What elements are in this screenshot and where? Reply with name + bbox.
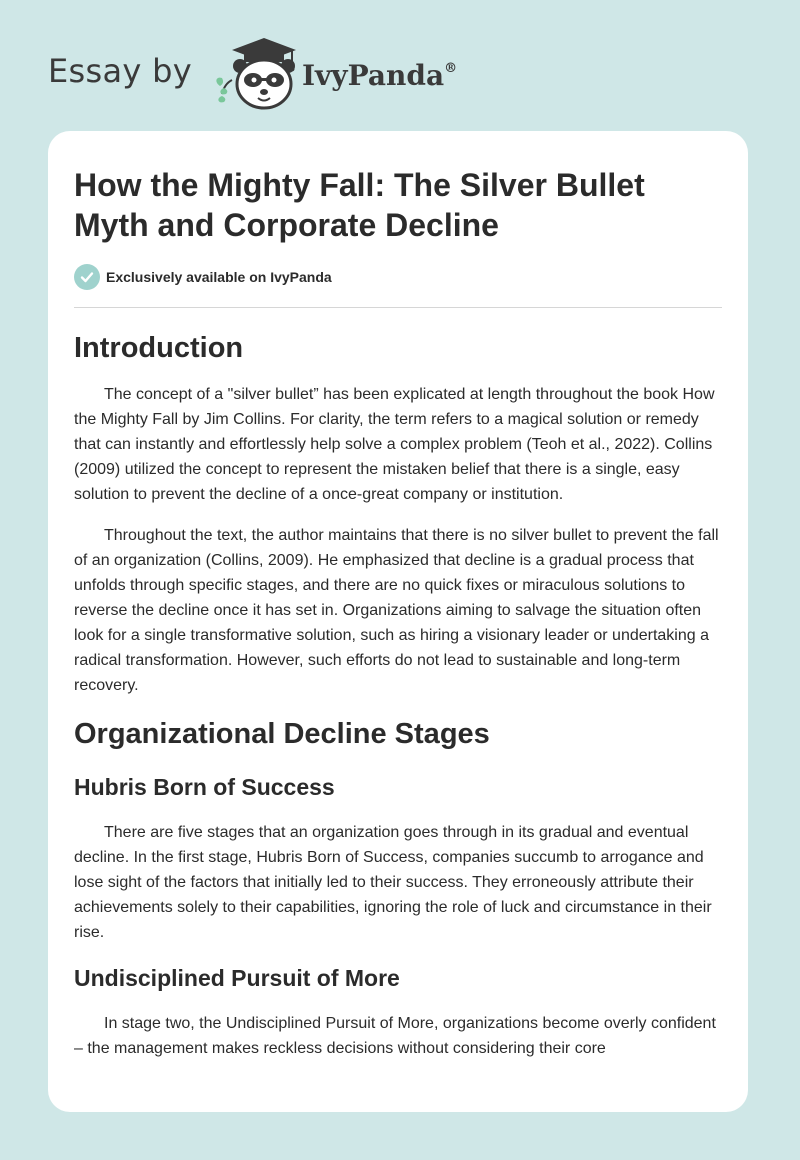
paragraph: In stage two, the Undisciplined Pursuit of More, organizations become overly confident – the management makes reckless decisions without considering their core — [74, 1015, 716, 1057]
section-heading-decline-stages: Organizational Decline Stages — [74, 718, 490, 750]
essay-by-label: Essay by — [48, 52, 192, 90]
check-icon — [74, 264, 100, 290]
brand-name[interactable] — [302, 59, 457, 92]
paragraph: The concept of a "silver bullet” has been explicated at length throughout the book How the Mighty Fall by Jim Collins. For clarity, the term refers to a magical solution or remedy that can instantly and effortlessly help solve a complex problem (Teoh et al., 2022). Collins (2009) utilized the concept to represent the mistaken belief that there is a single, easy solution to prevent the decline of a once-great company or institution. — [74, 386, 715, 503]
subsection-heading-hubris: Hubris Born of Success — [74, 774, 335, 800]
site-header — [48, 36, 457, 112]
registered-mark: ® — [444, 60, 458, 76]
panda-graduate-icon[interactable] — [210, 36, 298, 112]
exclusive-badge-text: Exclusively available on IvyPanda — [106, 269, 332, 285]
brand-text: IvyPanda — [301, 58, 445, 92]
subsection-heading-pursuit: Undisciplined Pursuit of More — [74, 965, 400, 991]
exclusive-badge — [74, 263, 722, 291]
essay-title: How the Mighty Fall: The Silver Bullet Myth and Corporate Decline — [74, 167, 645, 243]
section-heading-introduction: Introduction — [74, 332, 244, 364]
divider — [74, 307, 722, 308]
essay-card — [48, 131, 748, 1112]
paragraph: There are five stages that an organization goes through in its gradual and eventual decline. In the first stage, Hubris Born of Success, companies succumb to arrogance and lose sight of the factors that initially led to their success. They erroneously attribute their achievements solely to their capabilities, ignoring the role of luck and circumstance in their rise. — [74, 824, 712, 941]
paragraph: Throughout the text, the author maintains that there is no silver bullet to prevent the fall of an organization (Collins, 2009). He emphasized that decline is a gradual process that unfolds through specific stages, and there are no quick fixes or miraculous solutions to reverse the decline once it has set in. Organizations aiming to salvage the situation often look for a single transformative solution, such as hiring a visionary leader or undertaking a radical transformation. However, such efforts do not lead to sustainable and long-term recovery. — [74, 527, 719, 694]
